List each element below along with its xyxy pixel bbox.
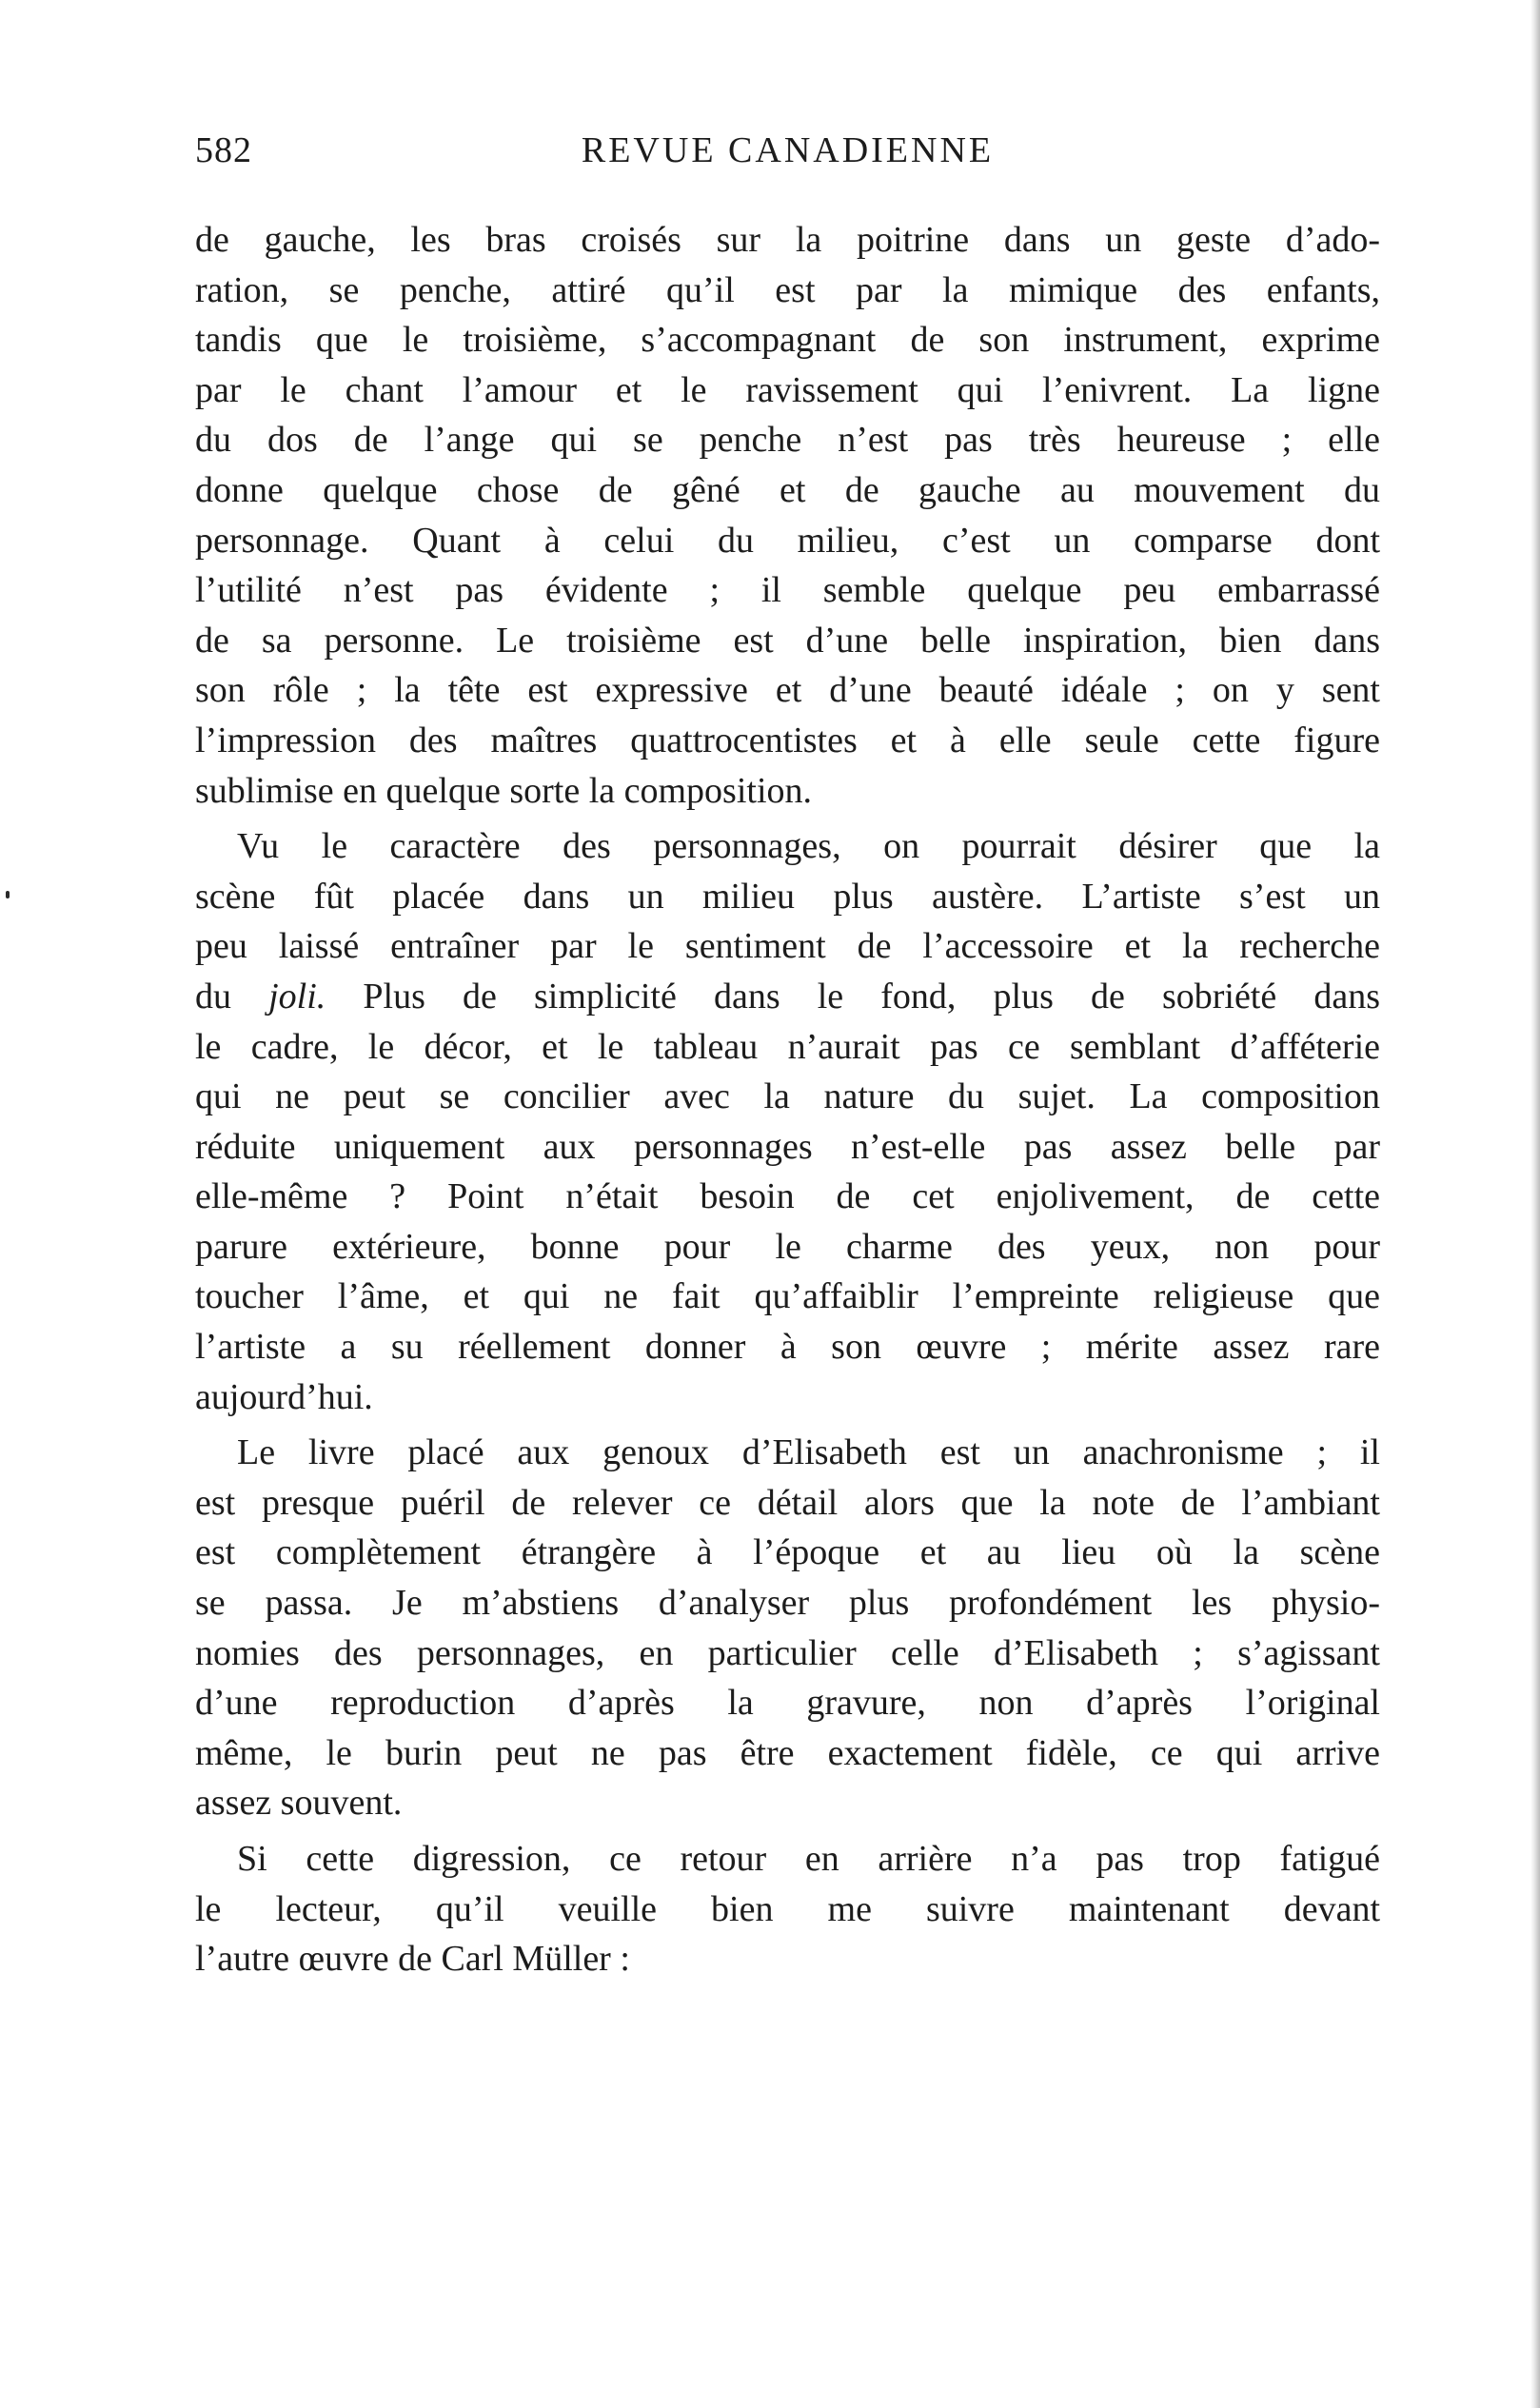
text-line: scène fût placée dans un milieu plus austère. L’artiste s’est un [195, 876, 1380, 917]
text-line: l’utilité n’est pas évidente ; il semble quelque peu embarrassé [195, 570, 1380, 611]
text-line: nomies des personnages, en particulier celle d’Elisabeth ; s’agissant [195, 1632, 1380, 1673]
text-line: personnage. Quant à celui du milieu, c’est un comparse dont [195, 520, 1380, 561]
paragraph [195, 1428, 1380, 1828]
text-line: réduite uniquement aux personnages n’est-elle pas assez belle par [195, 1126, 1380, 1167]
text-line: l’autre œuvre de Carl Müller : [195, 1939, 630, 1980]
text-line: le cadre, le décor, et le tableau n’aurait pas ce semblant d’afféterie [195, 1026, 1380, 1067]
text-line: ration, se penche, attiré qu’il est par la mimique des enfants, [195, 269, 1380, 310]
text-line: sublimise en quelque sorte la composition. [195, 770, 813, 811]
text-line: est presque puéril de relever ce détail alors que la note de l’ambiant [195, 1482, 1380, 1523]
paragraph [195, 1834, 1380, 1984]
text-line: est complètement étrangère à l’époque et au lieu où la scène [195, 1532, 1380, 1573]
text-line: le lecteur, qu’il veuille bien me suivre maintenant devant [195, 1888, 1380, 1929]
text-line: toucher l’âme, et qui ne fait qu’affaiblir l’empreinte religieuse que [195, 1276, 1380, 1317]
text-line: du dos de l’ange qui se penche n’est pas très heureuse ; elle [195, 420, 1380, 461]
text-line: peu laissé entraîner par le sentiment de l’accessoire et la recherche [195, 926, 1380, 967]
text-line: parure extérieure, bonne pour le charme des yeux, non pour [195, 1226, 1380, 1267]
page-header [195, 129, 1380, 187]
text-line: l’impression des maîtres quattrocentistes et à elle seule cette figure [195, 720, 1380, 760]
running-title: REVUE CANADIENNE [581, 130, 995, 170]
text-line: par le chant l’amour et le ravissement qui l’enivrent. La ligne [195, 369, 1380, 410]
body-text [195, 215, 1380, 1984]
text-line: même, le burin peut ne pas être exactement fidèle, ce qui arrive [195, 1732, 1380, 1773]
text-line: l’artiste a su réellement donner à son œuvre ; mérite assez rare [195, 1327, 1380, 1368]
text-line: aujourd’hui. [195, 1376, 373, 1417]
text-line: tandis que le troisième, s’accompagnant de son instrument, exprime [195, 320, 1380, 361]
page-number: 582 [195, 130, 252, 170]
text-line: donne quelque chose de gêné et de gauche au mouvement du [195, 469, 1380, 510]
text-line: Le livre placé aux genoux d’Elisabeth est un anachronisme ; il [237, 1432, 1380, 1473]
text-line: assez souvent. [195, 1783, 403, 1824]
page-edge-shadow [1530, 0, 1540, 2408]
text-line: qui ne peut se concilier avec la nature du sujet. La composition [195, 1076, 1380, 1117]
text-line: Vu le caractère des personnages, on pourrait désirer que la [237, 826, 1380, 867]
text-line: se passa. Je m’abstiens d’analyser plus profondément les physio- [195, 1583, 1380, 1624]
text-line: de gauche, les bras croisés sur la poitrine dans un geste d’ado- [195, 220, 1380, 260]
paragraph [195, 215, 1380, 816]
text-line: Si cette digression, ce retour en arrière n’a pas trop fatigué [237, 1839, 1380, 1879]
text-line: elle-même ? Point n’était besoin de cet enjolivement, de cette [195, 1176, 1380, 1217]
text-line: son rôle ; la tête est expressive et d’une beauté idéale ; on y sent [195, 670, 1380, 711]
margin-ink-mark [6, 891, 10, 898]
text-line: du joli. Plus de simplicité dans le fond, plus de sobriété dans [195, 976, 1380, 1016]
text-line: d’une reproduction d’après la gravure, non d’après l’original [195, 1683, 1380, 1724]
paragraph [195, 821, 1380, 1422]
text-line: de sa personne. Le troisième est d’une belle inspiration, bien dans [195, 620, 1380, 661]
